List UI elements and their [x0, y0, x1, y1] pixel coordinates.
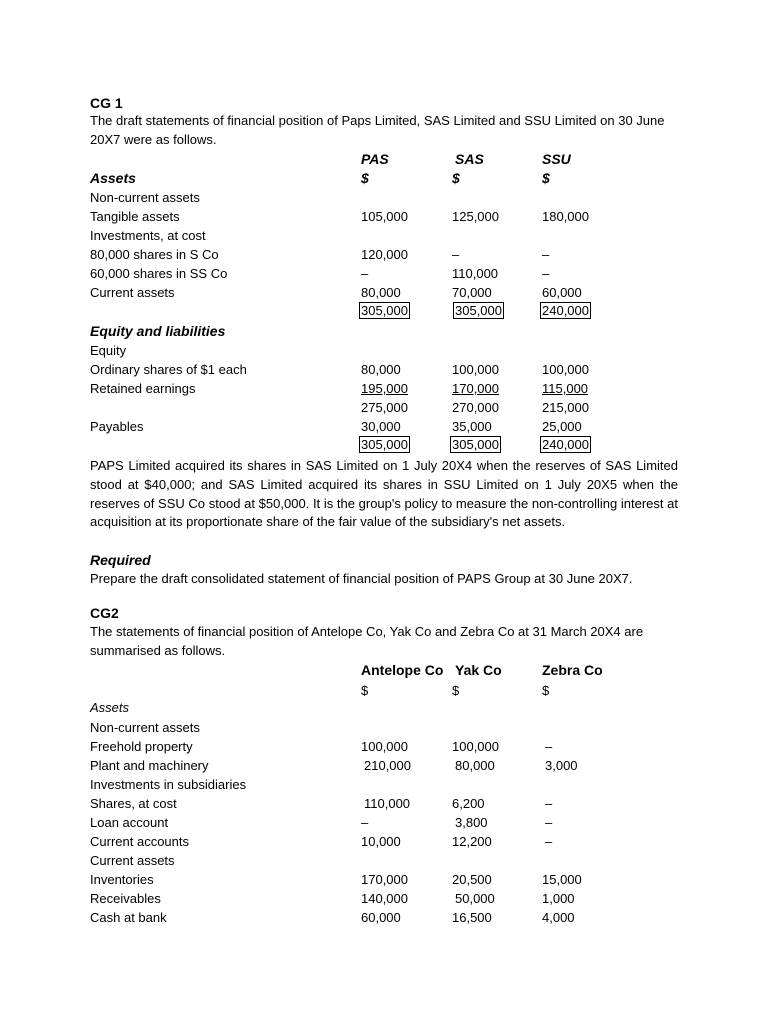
cg1-eq-total-sas: 305,000 — [452, 437, 499, 452]
cg1-eq-label: Equity — [90, 343, 127, 358]
cg1-cell: – — [542, 266, 550, 281]
cg2-cell: 4,000 — [542, 910, 575, 925]
cg1-cell: – — [542, 247, 550, 262]
cg2-cell: 10,000 — [361, 834, 401, 849]
cg2-cell: 12,200 — [452, 834, 492, 849]
cg1-row-label: Investments, at cost — [90, 228, 206, 243]
cg2-cell: 210,000 — [364, 758, 411, 773]
cg1-title: CG 1 — [90, 95, 123, 111]
cg1-row-label: 60,000 shares in SS Co — [90, 266, 228, 281]
cg2-row-label: Plant and machinery — [90, 758, 209, 773]
cg1-currency-sas: $ — [452, 170, 460, 186]
cg2-cell: 3,800 — [455, 815, 488, 830]
cg1-intro: The draft statements of financial position of Paps Limited, SAS Limited and SSU Limited on 30 June 20X7 were as follows. — [90, 113, 665, 147]
cg1-cell: 270,000 — [452, 400, 499, 415]
cg2-cell: – — [361, 815, 369, 830]
cg2-row-label: Current assets — [90, 853, 175, 868]
cg1-assets-total-sas: 305,000 — [455, 303, 502, 318]
cg1-cell: 115,000 — [542, 381, 589, 396]
cg2-cell: 15,000 — [542, 872, 582, 887]
cg2-row-label: Non-current assets — [90, 720, 200, 735]
cg2-col-antelope: Antelope Co — [361, 662, 444, 678]
cg2-row-label: Freehold property — [90, 739, 193, 754]
cg1-currency-pas: $ — [361, 170, 369, 186]
cg2-col-zebra: Zebra Co — [542, 662, 603, 678]
cg1-assets-total-ssu: 240,000 — [542, 303, 589, 318]
cg1-cell: – — [452, 247, 460, 262]
cg1-cell: 110,000 — [452, 266, 499, 281]
cg1-cell: 195,000 — [361, 381, 408, 396]
cg1-cell: 80,000 — [361, 285, 401, 300]
cg2-cell: 110,000 — [364, 796, 411, 811]
cg2-title: CG2 — [90, 605, 119, 621]
cg1-cell: 100,000 — [542, 362, 589, 377]
cg2-cell: 16,500 — [452, 910, 492, 925]
cg1-note: PAPS Limited acquired its shares in SAS Limited on 1 July 20X4 when the reserves of SAS Limited stood at $40,000; and SAS Limited acquired its shares in SSU Limited on 1 July 20X5 when the reserves of SSU Co stood at $50,000. It is the group's policy to measure the non-controlling interest at acquisition at its proportionate share of the fair value of the subsidiary's net assets. — [90, 458, 678, 530]
cg2-cell: 60,000 — [361, 910, 401, 925]
cg1-eq-label: Ordinary shares of $1 each — [90, 362, 247, 377]
cg1-cell: 35,000 — [452, 419, 492, 434]
cg2-cell: 140,000 — [361, 891, 408, 906]
cg1-cell: 60,000 — [542, 285, 582, 300]
cg1-row-label: 80,000 shares in S Co — [90, 247, 219, 262]
cg2-currency-yak: $ — [452, 683, 460, 698]
cg1-cell: 105,000 — [361, 209, 408, 224]
cg1-required-text: Prepare the draft consolidated statement of financial position of PAPS Group at 30 June 20X7. — [90, 571, 633, 586]
cg1-eq-total-pas: 305,000 — [361, 437, 408, 452]
cg2-cell: 100,000 — [361, 739, 408, 754]
cg2-row-label: Shares, at cost — [90, 796, 177, 811]
cg2-currency-zebra: $ — [542, 683, 550, 698]
cg1-cell: 125,000 — [452, 209, 499, 224]
cg1-required-heading: Required — [90, 552, 151, 568]
cg2-col-yak: Yak Co — [455, 662, 502, 678]
cg2-cell: – — [545, 815, 553, 830]
cg1-eq-label: Payables — [90, 419, 144, 434]
cg2-cell: – — [545, 796, 553, 811]
cg1-cell: 80,000 — [361, 362, 401, 377]
cg1-row-label: Non-current assets — [90, 190, 200, 205]
cg1-row-label: Tangible assets — [90, 209, 180, 224]
cg2-assets-heading: Assets — [90, 700, 130, 715]
cg1-cell: 180,000 — [542, 209, 589, 224]
cg2-intro: The statements of financial position of Antelope Co, Yak Co and Zebra Co at 31 March 20X4 are summarised as follows. — [90, 624, 644, 658]
cg1-cell: 215,000 — [542, 400, 589, 415]
cg2-cell: 50,000 — [455, 891, 495, 906]
cg1-assets-heading: Assets — [90, 170, 136, 186]
cg2-row-label: Receivables — [90, 891, 161, 906]
cg2-cell: – — [545, 739, 553, 754]
cg1-row-label: Current assets — [90, 285, 175, 300]
cg2-cell: 1,000 — [542, 891, 575, 906]
cg2-cell: 100,000 — [452, 739, 499, 754]
cg1-cell: – — [361, 266, 369, 281]
cg1-col-sas: SAS — [455, 151, 484, 167]
cg2-cell: – — [545, 834, 553, 849]
cg1-equity-heading: Equity and liabilities — [90, 323, 226, 339]
cg2-cell: 6,200 — [452, 796, 485, 811]
cg1-currency-ssu: $ — [542, 170, 550, 186]
cg1-cell: 275,000 — [361, 400, 408, 415]
cg2-currency-antelope: $ — [361, 683, 369, 698]
cg2-row-label: Current accounts — [90, 834, 189, 849]
cg1-cell: 70,000 — [452, 285, 492, 300]
cg1-eq-label: Retained earnings — [90, 381, 196, 396]
cg1-assets-total-pas: 305,000 — [361, 303, 408, 318]
cg1-eq-total-ssu: 240,000 — [542, 437, 589, 452]
cg1-col-pas: PAS — [361, 151, 389, 167]
cg2-row-label: Loan account — [90, 815, 169, 830]
cg1-cell: 120,000 — [361, 247, 408, 262]
cg1-cell: 170,000 — [452, 381, 499, 396]
cg2-row-label: Inventories — [90, 872, 154, 887]
cg2-row-label: Investments in subsidiaries — [90, 777, 247, 792]
cg1-cell: 25,000 — [542, 419, 582, 434]
cg2-cell: 3,000 — [545, 758, 578, 773]
cg1-cell: 100,000 — [452, 362, 499, 377]
cg2-cell: 80,000 — [455, 758, 495, 773]
cg1-col-ssu: SSU — [542, 151, 571, 167]
cg1-cell: 30,000 — [361, 419, 401, 434]
cg2-row-label: Cash at bank — [90, 910, 167, 925]
cg2-cell: 170,000 — [361, 872, 408, 887]
cg2-cell: 20,500 — [452, 872, 492, 887]
